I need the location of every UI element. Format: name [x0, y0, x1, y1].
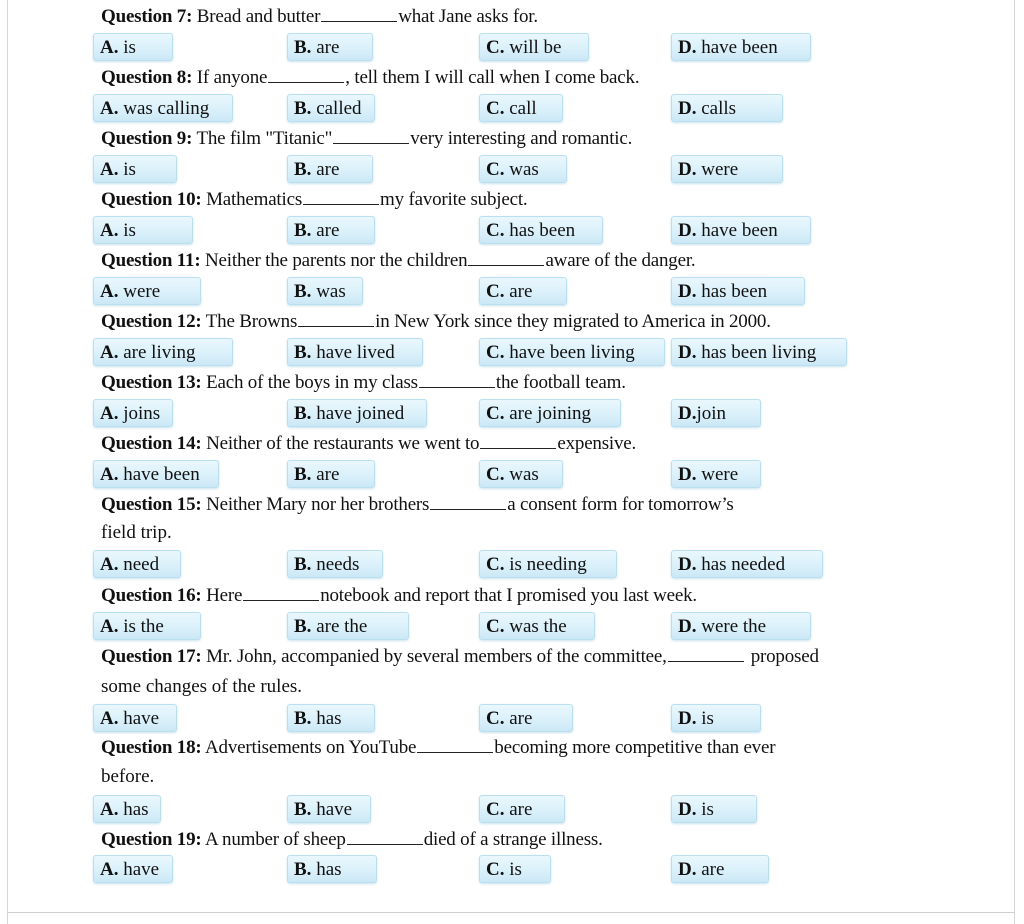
answer-option-label: B. are the	[294, 616, 368, 637]
question-label: Question 13:	[101, 372, 202, 393]
answer-option-c[interactable]	[479, 277, 567, 305]
answer-blank	[419, 371, 495, 388]
answer-option-label: A. have	[100, 859, 160, 880]
question-label: Question 15:	[101, 494, 202, 515]
answer-option-label: D. has been	[678, 281, 768, 302]
answer-option-b[interactable]	[287, 612, 409, 640]
answer-option-label: C. have been living	[486, 342, 635, 363]
question-prompt-start: Each of the boys in my class	[201, 372, 418, 393]
answer-option-label: C. are joining	[486, 403, 592, 424]
question-prompt-end: very interesting and romantic.	[410, 128, 633, 149]
answer-option-d[interactable]	[671, 399, 761, 427]
question-text	[101, 5, 538, 28]
question-label: Question 16:	[101, 585, 202, 606]
question-prompt-start: Neither Mary nor her brothers	[201, 494, 430, 515]
answer-option-b[interactable]	[287, 855, 377, 883]
question-prompt-end: in New York since they migrated to America in 2000.	[375, 311, 771, 332]
question-prompt-end: my favorite subject.	[380, 189, 528, 210]
answer-option-a[interactable]	[93, 155, 177, 183]
answer-option-d[interactable]	[671, 338, 847, 366]
answer-option-label: D. were	[678, 464, 739, 485]
question-label: Question 11:	[101, 250, 201, 271]
question-continuation: before.	[101, 766, 155, 787]
question-label: Question 14:	[101, 433, 202, 454]
question-prompt-end: expensive.	[557, 433, 637, 454]
answer-option-b[interactable]	[287, 216, 375, 244]
answer-option-label: B. are	[294, 220, 340, 241]
answer-option-label: A. was calling	[100, 98, 210, 119]
answer-option-label: B. has	[294, 708, 342, 729]
answer-option-a[interactable]	[93, 216, 193, 244]
answer-option-label: B. has	[294, 859, 342, 880]
answer-option-label: D. is	[678, 708, 714, 729]
answer-option-label: A. are living	[100, 342, 196, 363]
question-text	[101, 828, 603, 851]
answer-option-label: C. call	[486, 98, 537, 119]
answer-option-c[interactable]	[479, 612, 595, 640]
answer-option-b[interactable]	[287, 460, 375, 488]
question-label: Question 17:	[101, 646, 202, 667]
answer-option-label: C. are	[486, 281, 533, 302]
question-text	[101, 310, 771, 333]
answer-option-d[interactable]	[671, 795, 757, 823]
answer-option-d[interactable]	[671, 550, 823, 578]
answer-option-b[interactable]	[287, 795, 371, 823]
answer-option-d[interactable]	[671, 460, 761, 488]
answer-option-c[interactable]	[479, 460, 563, 488]
answer-blank	[268, 66, 344, 83]
answer-option-a[interactable]	[93, 277, 201, 305]
answer-blank	[303, 188, 379, 205]
answer-option-label: D. is	[678, 799, 714, 820]
answer-option-c[interactable]	[479, 704, 573, 732]
answer-option-a[interactable]	[93, 399, 173, 427]
answer-option-label: D. has needed	[678, 554, 786, 575]
question-prompt-start: Mathematics	[201, 189, 303, 210]
answer-option-label: A. is	[100, 37, 136, 58]
answer-option-a[interactable]	[93, 612, 201, 640]
answer-option-a[interactable]	[93, 855, 173, 883]
answer-option-c[interactable]	[479, 399, 621, 427]
question-text	[101, 493, 734, 516]
answer-option-d[interactable]	[671, 704, 761, 732]
answer-option-d[interactable]	[671, 155, 783, 183]
answer-option-label: D. have been	[678, 37, 778, 58]
answer-blank	[321, 5, 397, 22]
answer-option-label: B. have lived	[294, 342, 395, 363]
answer-blank	[668, 645, 744, 662]
answer-blank	[298, 310, 374, 327]
answer-option-label: D. has been living	[678, 342, 817, 363]
question-text	[101, 66, 639, 89]
question-prompt-end: the football team.	[495, 372, 626, 393]
answer-option-a[interactable]	[93, 460, 219, 488]
question-prompt-end: died of a strange illness.	[423, 829, 603, 850]
answer-option-label: A. joins	[100, 403, 161, 424]
answer-option-label: A. have	[100, 708, 160, 729]
answer-option-label: C. was	[486, 464, 539, 485]
answer-option-label: D. have been	[678, 220, 778, 241]
answer-blank	[430, 493, 506, 510]
answer-blank	[468, 249, 544, 266]
answer-option-label: C. are	[486, 799, 533, 820]
question-label: Question 12:	[101, 311, 202, 332]
question-label: Question 7:	[101, 6, 193, 27]
answer-option-c[interactable]	[479, 338, 665, 366]
answer-option-label: A. were	[100, 281, 161, 302]
question-label: Question 19:	[101, 829, 202, 850]
answer-option-c[interactable]	[479, 216, 603, 244]
answer-option-c[interactable]	[479, 795, 565, 823]
question-prompt-end: becoming more competitive than ever	[494, 737, 776, 758]
answer-option-d[interactable]	[671, 33, 811, 61]
answer-option-label: B. are	[294, 37, 340, 58]
answer-option-label: A. is	[100, 220, 136, 241]
answer-option-label: B. called	[294, 98, 362, 119]
answer-option-label: D. calls	[678, 98, 737, 119]
answer-option-label: B. are	[294, 464, 340, 485]
question-prompt-start: The Browns	[201, 311, 298, 332]
question-prompt-start: Here	[201, 585, 243, 606]
answer-option-a[interactable]	[93, 550, 181, 578]
answer-option-label: A. have been	[100, 464, 200, 485]
answer-option-b[interactable]	[287, 155, 373, 183]
answer-blank	[417, 736, 493, 753]
answer-option-b[interactable]	[287, 399, 427, 427]
question-prompt-start: A number of sheep	[201, 829, 346, 850]
answer-option-label: A. is	[100, 159, 136, 180]
answer-option-label: C. has been	[486, 220, 576, 241]
question-prompt-start: The film "Titanic"	[192, 128, 333, 149]
answer-option-label: D. are	[678, 859, 725, 880]
question-text	[101, 432, 636, 455]
question-text	[101, 371, 626, 394]
question-text	[101, 127, 632, 150]
answer-option-label: C. was	[486, 159, 539, 180]
answer-option-a[interactable]	[93, 795, 161, 823]
question-prompt-end: proposed	[750, 646, 819, 667]
question-prompt-start: Neither of the restaurants we went to	[201, 433, 480, 454]
question-prompt-end: aware of the danger.	[545, 250, 696, 271]
question-prompt-start: Neither the parents nor the children	[200, 250, 468, 271]
answer-blank	[480, 432, 556, 449]
answer-option-c[interactable]	[479, 155, 567, 183]
answer-option-c[interactable]	[479, 33, 589, 61]
question-label: Question 8:	[101, 67, 193, 88]
answer-option-d[interactable]	[671, 612, 811, 640]
question-continuation: some changes of the rules.	[101, 676, 303, 697]
answer-option-b[interactable]	[287, 704, 375, 732]
answer-option-label: D.join	[678, 403, 727, 424]
answer-option-b[interactable]	[287, 94, 375, 122]
answer-option-c[interactable]	[479, 855, 551, 883]
question-prompt-start: If anyone	[192, 67, 268, 88]
question-prompt-end: notebook and report that I promised you last week.	[320, 585, 697, 606]
question-prompt-start: Mr. John, accompanied by several members of the committee,	[201, 646, 667, 667]
question-text	[101, 249, 695, 272]
question-prompt-end: a consent form for tomorrow’s	[507, 494, 734, 515]
question-text	[101, 736, 775, 759]
answer-option-d[interactable]	[671, 216, 811, 244]
answer-option-label: C. is	[486, 859, 522, 880]
answer-option-label: B. are	[294, 159, 340, 180]
question-prompt-end: what Jane asks for.	[398, 6, 538, 27]
answer-option-a[interactable]	[93, 338, 233, 366]
answer-option-label: C. will be	[486, 37, 562, 58]
answer-option-label: C. are	[486, 708, 533, 729]
question-prompt-start: Bread and butter	[192, 6, 321, 27]
answer-option-label: A. is the	[100, 616, 164, 637]
answer-option-label: D. were	[678, 159, 739, 180]
answer-option-a[interactable]	[93, 33, 173, 61]
answer-option-label: A. need	[100, 554, 160, 575]
question-prompt-end: , tell them I will call when I come back.	[345, 67, 640, 88]
page-border-right	[1014, 0, 1015, 924]
question-label: Question 9:	[101, 128, 193, 149]
answer-option-label: B. have joined	[294, 403, 405, 424]
question-label: Question 18:	[101, 737, 202, 758]
answer-option-a[interactable]	[93, 704, 177, 732]
question-text	[101, 188, 527, 211]
answer-blank	[333, 127, 409, 144]
answer-option-label: B. needs	[294, 554, 360, 575]
answer-option-label: D. were the	[678, 616, 767, 637]
page-border-bottom	[7, 912, 1015, 913]
question-text	[101, 645, 819, 668]
answer-option-a[interactable]	[93, 94, 233, 122]
question-text	[101, 584, 697, 607]
answer-option-b[interactable]	[287, 550, 383, 578]
question-label: Question 10:	[101, 189, 202, 210]
answer-option-label: C. is needing	[486, 554, 587, 575]
answer-option-d[interactable]	[671, 94, 783, 122]
answer-option-c[interactable]	[479, 94, 563, 122]
answer-blank	[347, 828, 423, 845]
answer-option-b[interactable]	[287, 277, 363, 305]
answer-option-d[interactable]	[671, 277, 805, 305]
answer-option-label: A. has	[100, 799, 149, 820]
answer-blank	[243, 584, 319, 601]
question-prompt-start: Advertisements on YouTube	[201, 737, 417, 758]
answer-option-label: B. was	[294, 281, 346, 302]
answer-option-b[interactable]	[287, 33, 373, 61]
answer-option-b[interactable]	[287, 338, 423, 366]
question-continuation: field trip.	[101, 522, 172, 543]
answer-option-d[interactable]	[671, 855, 769, 883]
answer-option-label: B. have	[294, 799, 353, 820]
answer-option-label: C. was the	[486, 616, 567, 637]
page-border-left	[7, 0, 8, 924]
answer-option-c[interactable]	[479, 550, 617, 578]
